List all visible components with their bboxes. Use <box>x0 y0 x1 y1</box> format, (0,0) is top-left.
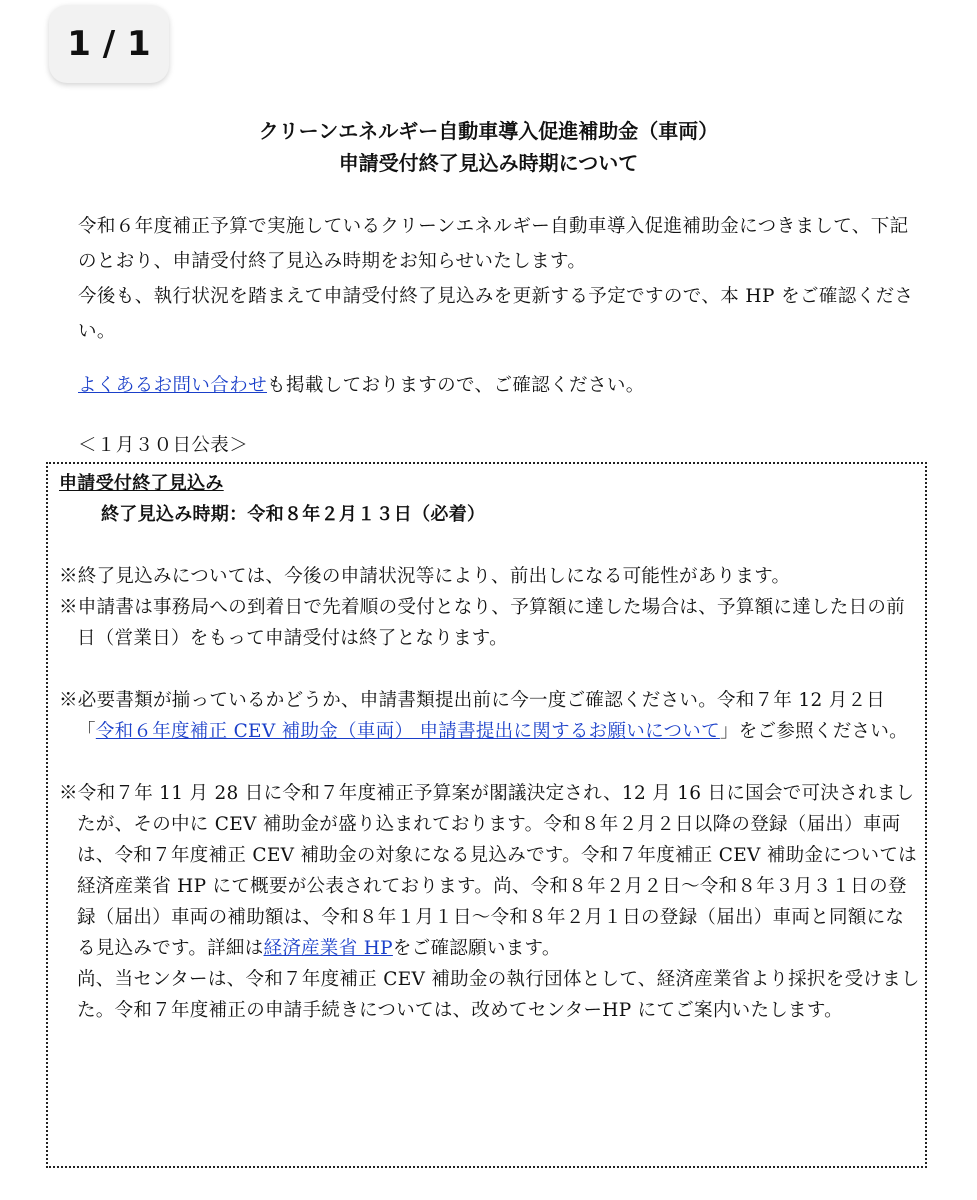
meti-hp-link[interactable]: 経済産業省 HP <box>263 938 393 959</box>
spacer <box>59 530 921 561</box>
faq-link[interactable]: よくあるお問い合わせ <box>78 375 268 396</box>
spacer <box>59 747 921 778</box>
note-3-text-before: ※必要書類が揃っているかどうか、申請書類提出前に今一度ご確認ください。令和７年 12 月２日「 <box>59 690 886 742</box>
publication-date: ＜１月３０日公表＞ <box>78 435 249 456</box>
note-4-text-before: ※令和７年 11 月 28 日に令和７年度補正予算案が閣議決定され、12 月 16 日に国会で可決されましたが、その中に CEV 補助金が盛り込まれております。令和８年２月２日以降の登録（届出）車両は、令和７年度補正 CEV 補助金の対象になる見込みです。令和７年度補正 CEV 補助金については経済産業省 HP にて概要が公表されております。尚、令和８年２月２日～令和８年３月３１日の登録（届出）車両の補助額は、令和８年１月１日～令和８年２月１日の登録（届出）車両と同額になる見込みです。詳細は <box>59 783 917 959</box>
note-3-text-after: 」をご参照ください。 <box>719 721 908 742</box>
note-3 <box>59 685 921 747</box>
page-counter: 1 / 1 <box>49 5 169 83</box>
note-5: 尚、当センターは、令和７年度補正 CEV 補助金の執行団体として、経済産業省より採択を受けました。令和７年度補正の申請手続きについては、改めてセンターHP にてご案内いたします。 <box>77 969 920 1021</box>
spacer <box>59 654 921 685</box>
deadline-text: 終了見込み時期：令和８年２月１３日（必着） <box>101 504 486 525</box>
note-4 <box>59 778 921 964</box>
notice-heading: 申請受付終了見込み <box>59 473 224 494</box>
request-notice-link[interactable]: 令和６年度補正 CEV 補助金（車両） 申請書提出に関するお願いについて <box>95 721 720 742</box>
notice-box <box>46 462 927 1168</box>
intro-paragraph-1: 令和６年度補正予算で実施しているクリーンエネルギー自動車導入促進補助金につきまして、下記のとおり、申請受付終了見込み時期をお知らせいたします。 <box>78 216 909 272</box>
faq-line <box>78 368 645 403</box>
intro-paragraph-2: 今後も、執行状況を踏まえて申請受付終了見込みを更新する予定ですので、本 HP をご確認ください。 <box>78 286 914 342</box>
intro-section <box>56 209 922 349</box>
notice-content <box>59 468 921 1026</box>
note-1: ※終了見込みについては、今後の申請状況等により、前出しになる可能性があります。 <box>59 566 791 587</box>
document-subtitle: 申請受付終了見込み時期について <box>338 151 639 175</box>
faq-line-text: も掲載しておりますので、ご確認ください。 <box>267 375 645 396</box>
note-4-text-after: をご確認願います。 <box>392 938 561 959</box>
document-title: クリーンエネルギー自動車導入促進補助金（車両） <box>258 119 719 143</box>
note-2: ※申請書は事務局への到着日で先着順の受付となり、予算額に達した場合は、予算額に達した日の前日（営業日）をもって申請受付は終了となります。 <box>59 597 906 649</box>
